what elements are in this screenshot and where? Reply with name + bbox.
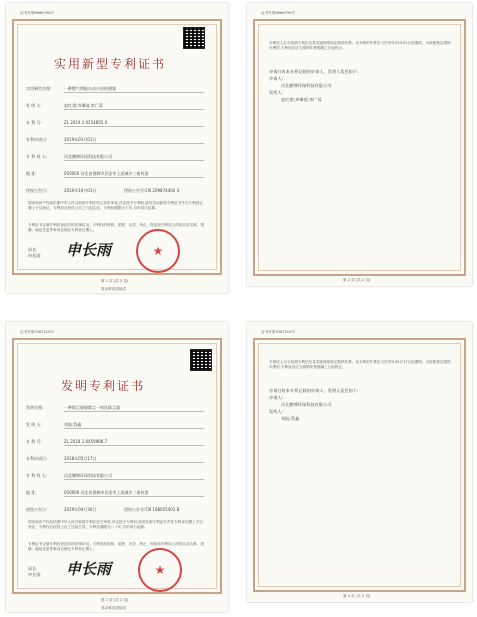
page-number: 第 1 页 (共 2 页) xyxy=(101,598,129,602)
field-value: 2019年03月01日 xyxy=(64,137,97,142)
field-label: 专 利 号: xyxy=(26,120,42,125)
director-title: 局长 xyxy=(28,247,37,252)
field-label: 专 利 号: xyxy=(26,439,42,444)
director-title: 局长 xyxy=(28,566,37,571)
utility-model-certificate-page-1 xyxy=(6,3,228,293)
field-label: 授权公告日: xyxy=(26,507,48,512)
certificate-title: 发明专利证书 xyxy=(61,379,146,393)
applicant-info-heading: 申请日时本专利记载的申请人、发明人信息如下: xyxy=(269,69,359,74)
certificate-number: 证书号第3367210号 xyxy=(261,330,295,334)
certificate-paragraph-1: 国家知识产权局依照中华人民共和国专利法经过初步审查,决定授予专利权,颁发实用新型专利证书并在专利登记簿上予以登记。专利权自授权公告之日起生效。专利权期限为十年,自申请日起算。 xyxy=(28,201,203,211)
page-footer: 其余事项见续页 xyxy=(101,287,127,291)
field-value: 赵红建;齐肇基;李广蓉 xyxy=(64,103,103,108)
field-value: 河北鹏博环保科技有限公司 xyxy=(64,473,112,478)
field-extra: 授权公告号:CN 209874404 U xyxy=(124,188,180,193)
page-number: 第 2 页 (共 2 页) xyxy=(343,278,371,282)
field-value: ZL 2018 1 0459988.7 xyxy=(64,439,108,444)
director-signature: 申长雨 xyxy=(66,560,112,578)
field-label: 实用新型名称: xyxy=(26,86,52,91)
certificate-paragraph-1: 国家知识产权局依照中华人民共和国专利法经过审查,决定授予专利权,颁发发明专利证书并在专利登记簿上予以登记。专利权自授权公告之日起生效。专利权期限为二十年,自申请日起算。 xyxy=(28,520,203,530)
certificate-border xyxy=(253,338,466,592)
field-label: 专利申请日: xyxy=(26,456,48,461)
page-footer: 其余事项见续页 xyxy=(101,606,127,610)
field-value: 050000 河北省邯郸市武安市上团城乡三街村委 xyxy=(64,490,149,495)
field-extra: 授权公告号:CN 108055401 B xyxy=(124,507,180,512)
field-label: 专 利 权 人: xyxy=(26,154,48,159)
field-value: 2019年04月30日 xyxy=(64,507,97,512)
page-number: 第 1 页 (共 2 页) xyxy=(101,279,129,283)
field-value: 050000 河北省邯郸市武安市上团城乡三街村委 xyxy=(64,171,149,176)
director-signature: 申长雨 xyxy=(66,241,112,259)
certificate-number: 证书号第8866790号 xyxy=(261,11,295,15)
field-value: 河北鹏博环保科技有限公司 xyxy=(64,154,112,159)
fee-notice: 专利权人应当依照专利法及其实施细则规定缴纳年费。本专利的年费应当在每年05月17日前缴纳。未按照规定缴纳年费的,专利权自应当缴纳年费期满之日起终止。 xyxy=(269,360,451,370)
field-label: 专利申请日: xyxy=(26,137,48,142)
page-number: 第 2 页 (共 2 页) xyxy=(343,594,371,598)
invention-certificate-page-1 xyxy=(6,322,228,612)
qr-code-icon xyxy=(190,349,212,371)
utility-model-certificate-page-2 xyxy=(247,3,472,286)
qr-code-icon xyxy=(183,27,205,49)
fee-notice: 专利权人应当依照专利法及其实施细则规定缴纳年费。本专利的年费应当在每年03月01日前缴纳。未按照规定缴纳年费的,专利权自应当缴纳年费期满之日起终止。 xyxy=(269,41,451,51)
director-name: 申长雨 xyxy=(28,253,41,258)
field-value: 刘航;蔡鑫 xyxy=(64,422,82,427)
inventor-label: 发明人: xyxy=(269,90,283,95)
applicant-info-heading: 申请日时本专利记载的申请人、发明人信息如下: xyxy=(269,388,359,393)
certificate-border xyxy=(253,19,466,276)
field-value: 2019年10月01日 xyxy=(64,188,97,193)
certificate-number: 证书号第8866790号 xyxy=(20,11,54,15)
applicant-label: 申请人: xyxy=(269,395,283,400)
inventor-label: 发明人: xyxy=(269,409,283,414)
certificate-title: 实用新型专利证书 xyxy=(54,57,167,71)
applicant-label: 申请人: xyxy=(269,76,283,81)
field-label: 地 址: xyxy=(26,490,37,495)
certificate-paragraph-2: 专利证书记载专利权登记时的法律状况。专利权的转移、质押、无效、终止、恢复和专利权人的姓名或名称、国籍、地址变更等事项记载在专利登记簿上。 xyxy=(28,223,205,233)
field-value: 2018年05月17日 xyxy=(64,456,97,461)
inventor-names: 刘航;蔡鑫 xyxy=(281,416,300,421)
field-value: 一种燃气增能自动火焰检测器 xyxy=(64,86,116,91)
field-label: 地 址: xyxy=(26,171,37,176)
official-seal-icon: ★ xyxy=(136,229,180,273)
field-label: 发明名称: xyxy=(26,405,44,410)
field-value: ZL 2019 2 0254855.X xyxy=(64,120,108,125)
applicant-name: 河北鹏博环保科技有限公司 xyxy=(281,83,332,88)
field-label: 发 明 人: xyxy=(26,422,42,427)
inventor-names: 赵红建;齐肇基;李广蓉 xyxy=(281,97,322,102)
invention-certificate-page-2 xyxy=(247,322,472,602)
director-name: 申长雨 xyxy=(28,572,41,577)
certificate-number: 证书号第3367210号 xyxy=(20,330,54,334)
field-label: 发 明 人: xyxy=(26,103,42,108)
official-seal-icon: ★ xyxy=(138,548,182,592)
field-label: 专 利 权 人: xyxy=(26,473,48,478)
field-label: 授权公告日: xyxy=(26,188,48,193)
certificate-paragraph-2: 专利证书记载专利权登记时的法律状况。专利权的转移、质押、无效、终止、恢复和专利权人的姓名或名称、国籍、地址变更等事项记载在专利登记簿上。 xyxy=(28,542,205,552)
applicant-name: 河北鹏博环保科技有限公司 xyxy=(281,402,332,407)
field-value: 一种烟尘脱硝除尘一体化除尘器 xyxy=(64,405,120,410)
